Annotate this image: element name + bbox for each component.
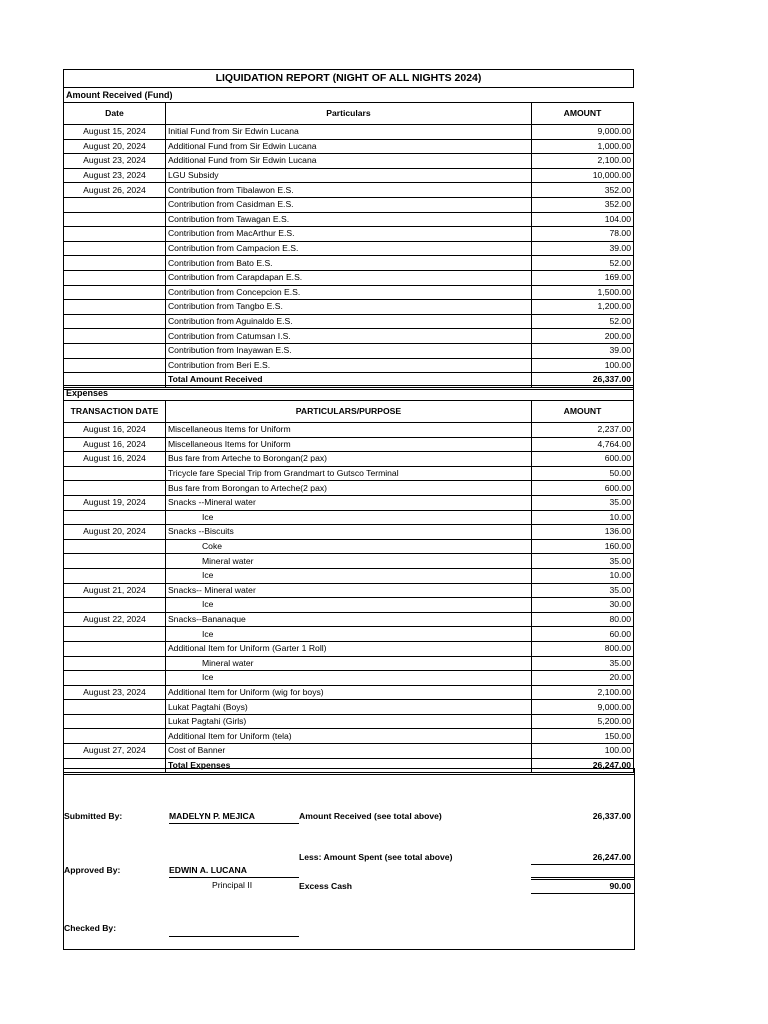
expense-row [64, 437, 634, 452]
expense-total-label: Total Expenses [165, 758, 531, 774]
expense-row-amount: 80.00 [532, 612, 634, 627]
fund-row-amount: 352.00 [531, 183, 633, 198]
fund-row-amount: 1,500.00 [531, 285, 633, 300]
expense-row-date: August 27, 2024 [64, 744, 166, 759]
expense-row-particulars: Bus fare from Arteche to Borongan(2 pax) [165, 452, 531, 467]
expense-row-amount: 35.00 [532, 495, 634, 510]
expense-row-amount: 50.00 [532, 466, 634, 481]
expense-row-amount: 9,000.00 [532, 700, 634, 715]
fund-row-amount: 200.00 [531, 329, 633, 344]
fund-row-date: August 23, 2024 [64, 168, 166, 183]
expense-row-particulars: Ice [165, 568, 531, 583]
excess-bottom-line [531, 893, 634, 894]
fund-row-particulars: Additional Fund from Sir Edwin Lucana [165, 154, 531, 169]
expense-row [64, 583, 634, 598]
fund-row-amount: 52.00 [531, 314, 633, 329]
expense-row-particulars: Coke [165, 539, 531, 554]
fund-row-particulars: Contribution from Casidman E.S. [165, 197, 531, 212]
fund-row [64, 125, 634, 140]
expense-row-date: August 23, 2024 [64, 685, 166, 700]
expense-row-particulars: Ice [165, 671, 531, 686]
expense-row-particulars: Lukat Pagtahi (Boys) [165, 700, 531, 715]
expense-row-amount: 160.00 [532, 539, 634, 554]
expense-row-date [64, 714, 166, 729]
expense-row-particulars: Ice [165, 510, 531, 525]
expense-row-date [64, 568, 166, 583]
fund-row [64, 183, 634, 198]
expense-row-particulars: Ice [165, 598, 531, 613]
checked-line [169, 936, 299, 937]
expense-row-amount: 150.00 [532, 729, 634, 744]
submitted-name: MADELYN P. MEJICA [169, 811, 255, 821]
expense-row-particulars: Additional Item for Uniform (Garter 1 Roll) [165, 641, 531, 656]
fund-row-date: August 23, 2024 [64, 154, 166, 169]
fund-row-amount: 2,100.00 [531, 154, 633, 169]
fund-row [64, 329, 634, 344]
fund-row-date: August 20, 2024 [64, 139, 166, 154]
fund-row-date [64, 256, 166, 271]
fund-row [64, 154, 634, 169]
fund-row-date [64, 358, 166, 373]
expense-row [64, 685, 634, 700]
fund-row-particulars: Contribution from Catumsan I.S. [165, 329, 531, 344]
expense-row [64, 481, 634, 496]
fund-row [64, 300, 634, 315]
expense-row-amount: 10.00 [532, 568, 634, 583]
checked-label: Checked By: [64, 923, 117, 933]
expenses-header-date: TRANSACTION DATE [64, 401, 166, 423]
fund-row-date [64, 314, 166, 329]
expense-row-amount: 600.00 [532, 481, 634, 496]
fund-row [64, 314, 634, 329]
expenses-header-particulars: PARTICULARS/PURPOSE [165, 401, 531, 423]
expense-row-date: August 21, 2024 [64, 583, 166, 598]
expense-row-particulars: Additional Item for Uniform (wig for boys) [165, 685, 531, 700]
expenses-section-label: Expenses [64, 386, 634, 401]
fund-row [64, 343, 634, 358]
fund-row [64, 270, 634, 285]
approved-name: EDWIN A. LUCANA [169, 865, 247, 875]
expense-row-date [64, 700, 166, 715]
excess-label: Excess Cash [299, 881, 353, 891]
expense-row-particulars: Lukat Pagtahi (Girls) [165, 714, 531, 729]
expense-row-date [64, 656, 166, 671]
expense-row-particulars: Snacks--Bananaque [165, 612, 531, 627]
expense-row-amount: 2,237.00 [532, 423, 634, 438]
expense-row-amount: 100.00 [532, 744, 634, 759]
received-label: Amount Received (see total above) [299, 811, 442, 821]
summary-box [63, 768, 635, 950]
fund-row-particulars: Initial Fund from Sir Edwin Lucana [165, 125, 531, 140]
expense-row-particulars: Cost of Banner [165, 744, 531, 759]
fund-row [64, 227, 634, 242]
fund-header-amount: AMOUNT [531, 103, 633, 125]
expense-row-date [64, 598, 166, 613]
expense-row [64, 671, 634, 686]
submitted-label: Submitted By: [64, 811, 123, 821]
expense-row [64, 452, 634, 467]
expense-row [64, 554, 634, 569]
fund-row-amount: 9,000.00 [531, 125, 633, 140]
expenses-section-row [64, 386, 634, 401]
fund-header-date: Date [64, 103, 166, 125]
expense-row-date [64, 671, 166, 686]
fund-row-particulars: Contribution from Tibalawon E.S. [165, 183, 531, 198]
fund-row [64, 197, 634, 212]
fund-row-date: August 15, 2024 [64, 125, 166, 140]
fund-sheet [63, 69, 634, 390]
fund-row-particulars: Contribution from Aguinaldo E.S. [165, 314, 531, 329]
approved-label: Approved By: [64, 865, 121, 875]
fund-total-label: Total Amount Received [165, 373, 531, 389]
expense-row [64, 495, 634, 510]
fund-row-date: August 26, 2024 [64, 183, 166, 198]
expense-row-date [64, 554, 166, 569]
expense-row-date: August 20, 2024 [64, 525, 166, 540]
fund-row-date [64, 241, 166, 256]
expense-row [64, 641, 634, 656]
fund-row-amount: 100.00 [531, 358, 633, 373]
approved-line [169, 877, 299, 878]
fund-row-particulars: Contribution from Concepcion E.S. [165, 285, 531, 300]
submitted-line [169, 823, 299, 824]
expense-row-date: August 22, 2024 [64, 612, 166, 627]
approved-title: Principal II [212, 880, 253, 890]
fund-row-date [64, 300, 166, 315]
fund-row-date [64, 212, 166, 227]
expense-row-amount: 600.00 [532, 452, 634, 467]
expense-row [64, 466, 634, 481]
spent-amount: 26,247.00 [592, 852, 631, 862]
expense-row-particulars: Bus fare from Borongan to Arteche(2 pax) [165, 481, 531, 496]
fund-table [63, 69, 634, 390]
fund-row-amount: 1,000.00 [531, 139, 633, 154]
fund-row-date [64, 227, 166, 242]
expense-row [64, 539, 634, 554]
fund-row-amount: 1,200.00 [531, 300, 633, 315]
fund-row-particulars: Contribution from MacArthur E.S. [165, 227, 531, 242]
fund-row [64, 285, 634, 300]
fund-row [64, 139, 634, 154]
fund-row-date [64, 329, 166, 344]
expense-row [64, 656, 634, 671]
expense-row-particulars: Snacks --Mineral water [165, 495, 531, 510]
expense-row [64, 510, 634, 525]
fund-row-particulars: Contribution from Tangbo E.S. [165, 300, 531, 315]
fund-row-amount: 104.00 [531, 212, 633, 227]
expense-row-date [64, 510, 166, 525]
expense-row-particulars: Snacks-- Mineral water [165, 583, 531, 598]
fund-row-particulars: Contribution from Carapdapan E.S. [165, 270, 531, 285]
expense-row-particulars: Miscellaneous Items for Uniform [165, 423, 531, 438]
expenses-sheet [63, 385, 634, 775]
expense-row [64, 525, 634, 540]
expense-row-amount: 2,100.00 [532, 685, 634, 700]
expense-row-date [64, 539, 166, 554]
fund-row-particulars: Contribution from Tawagan E.S. [165, 212, 531, 227]
expenses-table [63, 385, 634, 775]
expense-row-date [64, 466, 166, 481]
fund-row-amount: 39.00 [531, 241, 633, 256]
expense-row-date: August 16, 2024 [64, 437, 166, 452]
expenses-header-row [64, 401, 634, 423]
fund-row-amount: 78.00 [531, 227, 633, 242]
fund-row [64, 358, 634, 373]
fund-row-amount: 52.00 [531, 256, 633, 271]
fund-header-row [64, 103, 634, 125]
expense-row [64, 729, 634, 744]
expense-row-amount: 60.00 [532, 627, 634, 642]
fund-row-amount: 352.00 [531, 197, 633, 212]
report-title-row [64, 70, 634, 88]
fund-row-particulars: Contribution from Bato E.S. [165, 256, 531, 271]
fund-row-particulars: Contribution from Campacion E.S. [165, 241, 531, 256]
fund-total-amount: 26,337.00 [531, 373, 633, 389]
expense-row-date [64, 641, 166, 656]
expense-row-amount: 800.00 [532, 641, 634, 656]
expense-row-particulars: Miscellaneous Items for Uniform [165, 437, 531, 452]
expense-row-amount: 20.00 [532, 671, 634, 686]
expense-row-amount: 136.00 [532, 525, 634, 540]
report-title: LIQUIDATION REPORT (NIGHT OF ALL NIGHTS 2024) [64, 70, 634, 88]
expense-row-amount: 35.00 [532, 554, 634, 569]
expenses-header-amount: AMOUNT [532, 401, 634, 423]
fund-row [64, 241, 634, 256]
fund-row-amount: 10,000.00 [531, 168, 633, 183]
fund-row-amount: 169.00 [531, 270, 633, 285]
expense-row-particulars: Additional Item for Uniform (tela) [165, 729, 531, 744]
expense-row-amount: 35.00 [532, 583, 634, 598]
expense-row [64, 568, 634, 583]
expense-row [64, 612, 634, 627]
expense-row [64, 700, 634, 715]
expense-row-amount: 35.00 [532, 656, 634, 671]
excess-top-line [531, 877, 634, 880]
expense-row-particulars: Mineral water [165, 656, 531, 671]
expense-row-particulars: Ice [165, 627, 531, 642]
expense-row-date [64, 627, 166, 642]
fund-row [64, 168, 634, 183]
fund-row-particulars: Additional Fund from Sir Edwin Lucana [165, 139, 531, 154]
expense-row [64, 627, 634, 642]
fund-header-particulars: Particulars [165, 103, 531, 125]
fund-row-date [64, 270, 166, 285]
expense-row-amount: 30.00 [532, 598, 634, 613]
expense-row-date: August 16, 2024 [64, 452, 166, 467]
expense-row-date: August 16, 2024 [64, 423, 166, 438]
fund-row-amount: 39.00 [531, 343, 633, 358]
expense-row-particulars: Snacks --Biscuits [165, 525, 531, 540]
fund-row-particulars: Contribution from Inayawan E.S. [165, 343, 531, 358]
expense-row-particulars: Mineral water [165, 554, 531, 569]
spent-line [531, 864, 634, 865]
expense-row-particulars: Tricycle fare Special Trip from Grandmart to Gutsco Terminal [165, 466, 531, 481]
fund-row [64, 256, 634, 271]
fund-row-date [64, 285, 166, 300]
expense-row-amount: 5,200.00 [532, 714, 634, 729]
fund-row-date [64, 197, 166, 212]
expense-row-date: August 19, 2024 [64, 495, 166, 510]
expense-row [64, 744, 634, 759]
expense-row [64, 598, 634, 613]
expense-row-amount: 4,764.00 [532, 437, 634, 452]
expense-total-amount: 26,247.00 [532, 758, 634, 774]
fund-row-date [64, 343, 166, 358]
fund-row-particulars: Contribution from Beri E.S. [165, 358, 531, 373]
expense-row [64, 423, 634, 438]
fund-section-row [64, 88, 634, 103]
excess-amount: 90.00 [609, 881, 631, 891]
expense-row [64, 714, 634, 729]
received-amount: 26,337.00 [592, 811, 631, 821]
spent-label: Less: Amount Spent (see total above) [299, 852, 453, 862]
fund-section-label: Amount Received (Fund) [64, 88, 634, 103]
expense-row-amount: 10.00 [532, 510, 634, 525]
fund-row-particulars: LGU Subsidy [165, 168, 531, 183]
fund-row [64, 212, 634, 227]
expense-row-date [64, 729, 166, 744]
expense-row-date [64, 481, 166, 496]
